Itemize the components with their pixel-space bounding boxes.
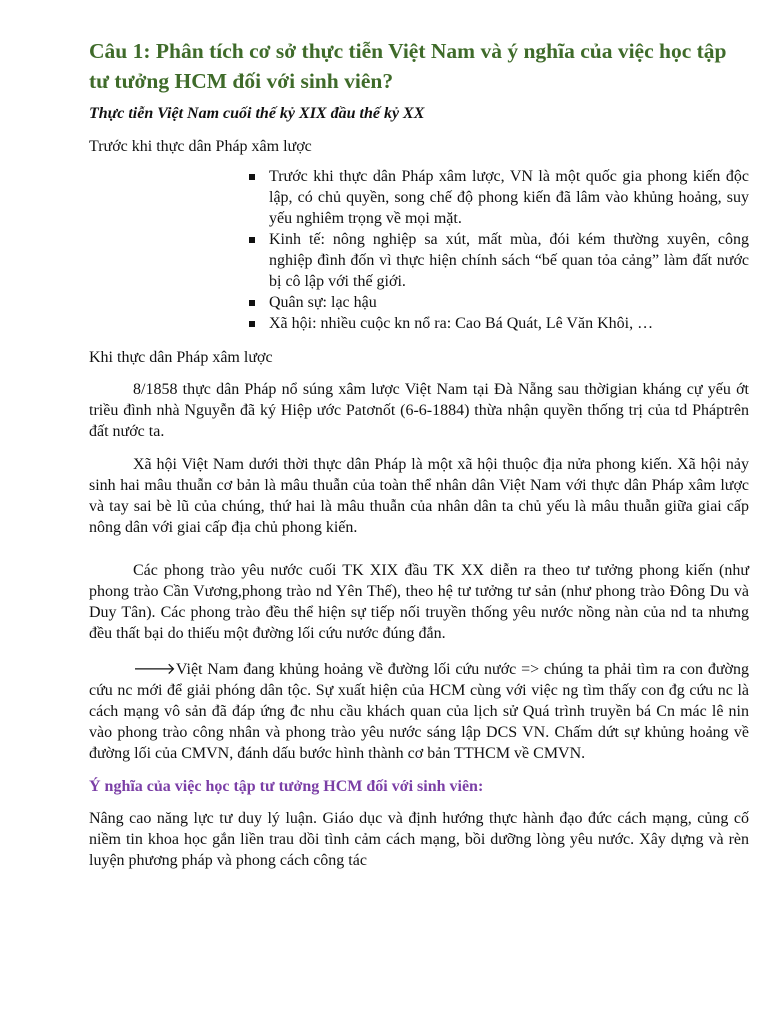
bullet-list bbox=[89, 166, 749, 334]
meaning-paragraph: Nâng cao năng lực tư duy lý luận. Giáo dục và định hướng thực hành đạo đức cách mạng, củng cố niềm tin khoa học gắn liền trau dồi tình cảm cách mạng, bồi dưỡng lòng yêu nước. Xây dựng và rèn luyện phương pháp và phong cách công tác bbox=[89, 810, 749, 869]
meaning-heading: Ý nghĩa của việc học tập tư tưởng HCM đối với sinh viên: bbox=[89, 778, 484, 795]
bullet-item: Trước khi thực dân Pháp xâm lược, VN là một quốc gia phong kiến độc lập, có chủ quyền, song chế độ phong kiến đã lâm vào khủng hoảng, suy yếu nghiêm trọng về mọi mặt. bbox=[269, 166, 749, 229]
before-invasion-heading: Trước khi thực dân Pháp xâm lược bbox=[89, 138, 312, 155]
bullet-square-icon bbox=[249, 237, 255, 243]
question-title: Câu 1: Phân tích cơ sở thực tiễn Việt Nam và ý nghĩa của việc học tập tư tưởng HCM đối với sinh viên? bbox=[89, 39, 727, 93]
bullet-square-icon bbox=[249, 174, 255, 180]
bullet-square-icon bbox=[249, 300, 255, 306]
bullet-item: Quân sự: lạc hậu bbox=[269, 292, 749, 313]
paragraph: 🡒Việt Nam đang khủng hoảng về đường lối cứu nước => chúng ta phải tìm ra con đường cứu nc mới để giải phóng dân tộc. Sự xuất hiện của HCM cùng với việc ng tìm thấy con đg cứu nc là cách mạng vô sản đã đáp ứng đc nhu cầu khách quan của lịch sử Quá trình truyền bá Cn mác lê nin vào phong trào công nhân và phong trào yêu nước sáng lập DCS VN. Chấm dứt sự khủng hoảng về đường lối của CMVN, đánh dấu bước hình thành cơ bản TTHCM về CMVN. bbox=[89, 661, 749, 762]
paragraph: 8/1858 thực dân Pháp nổ súng xâm lược Việt Nam tại Đà Nẵng sau thờigian kháng cự yếu ớt triều đình nhà Nguyễn đã ký Hiệp ước Patơnốt (6-6-1884) thừa nhận quyền thống trị của td Pháptrên đất nước ta. bbox=[89, 381, 749, 440]
paragraph: Các phong trào yêu nước cuối TK XIX đầu TK XX diễn ra theo tư tưởng phong kiến (như phong trào Cần Vương,phong trào nd Yên Thế), theo hệ tư tưởng tư sản (như phong trào Đông Du và Duy Tân). Các phong trào đều thể hiện sự tiếp nối truyền thống yêu nước nồng nàn của nd ta nhưng đều thất bại do thiếu một đường lối cứu nước đúng đắn. bbox=[89, 562, 749, 642]
bullet-square-icon bbox=[249, 321, 255, 327]
section-subtitle: Thực tiễn Việt Nam cuối thế kỷ XIX đầu thế kỷ XX bbox=[89, 105, 425, 122]
document-page bbox=[89, 36, 749, 871]
bullet-item: Xã hội: nhiều cuộc kn nổ ra: Cao Bá Quát, Lê Văn Khôi, … bbox=[269, 313, 749, 334]
paragraph: Xã hội Việt Nam dưới thời thực dân Pháp là một xã hội thuộc địa nửa phong kiến. Xã hội nảy sinh hai mâu thuẫn cơ bản là mâu thuẫn của toàn thể nhân dân Việt Nam với thực dân Pháp xâm lược và tay sai bè lũ của chúng, thứ hai là mâu thuẫn của nhân dân ta chủ yếu là mâu thuẫn giữa giai cấp nông dân với giai cấp địa chủ phong kiến. bbox=[89, 456, 749, 536]
after-invasion-heading: Khi thực dân Pháp xâm lược bbox=[89, 349, 273, 366]
bullet-item: Kinh tế: nông nghiệp sa xút, mất mùa, đói kém thường xuyên, công nghiệp đình đốn vì thực hiện chính sách “bế quan tỏa cảng” làm đất nước bị cô lập với thế giới. bbox=[269, 229, 749, 292]
